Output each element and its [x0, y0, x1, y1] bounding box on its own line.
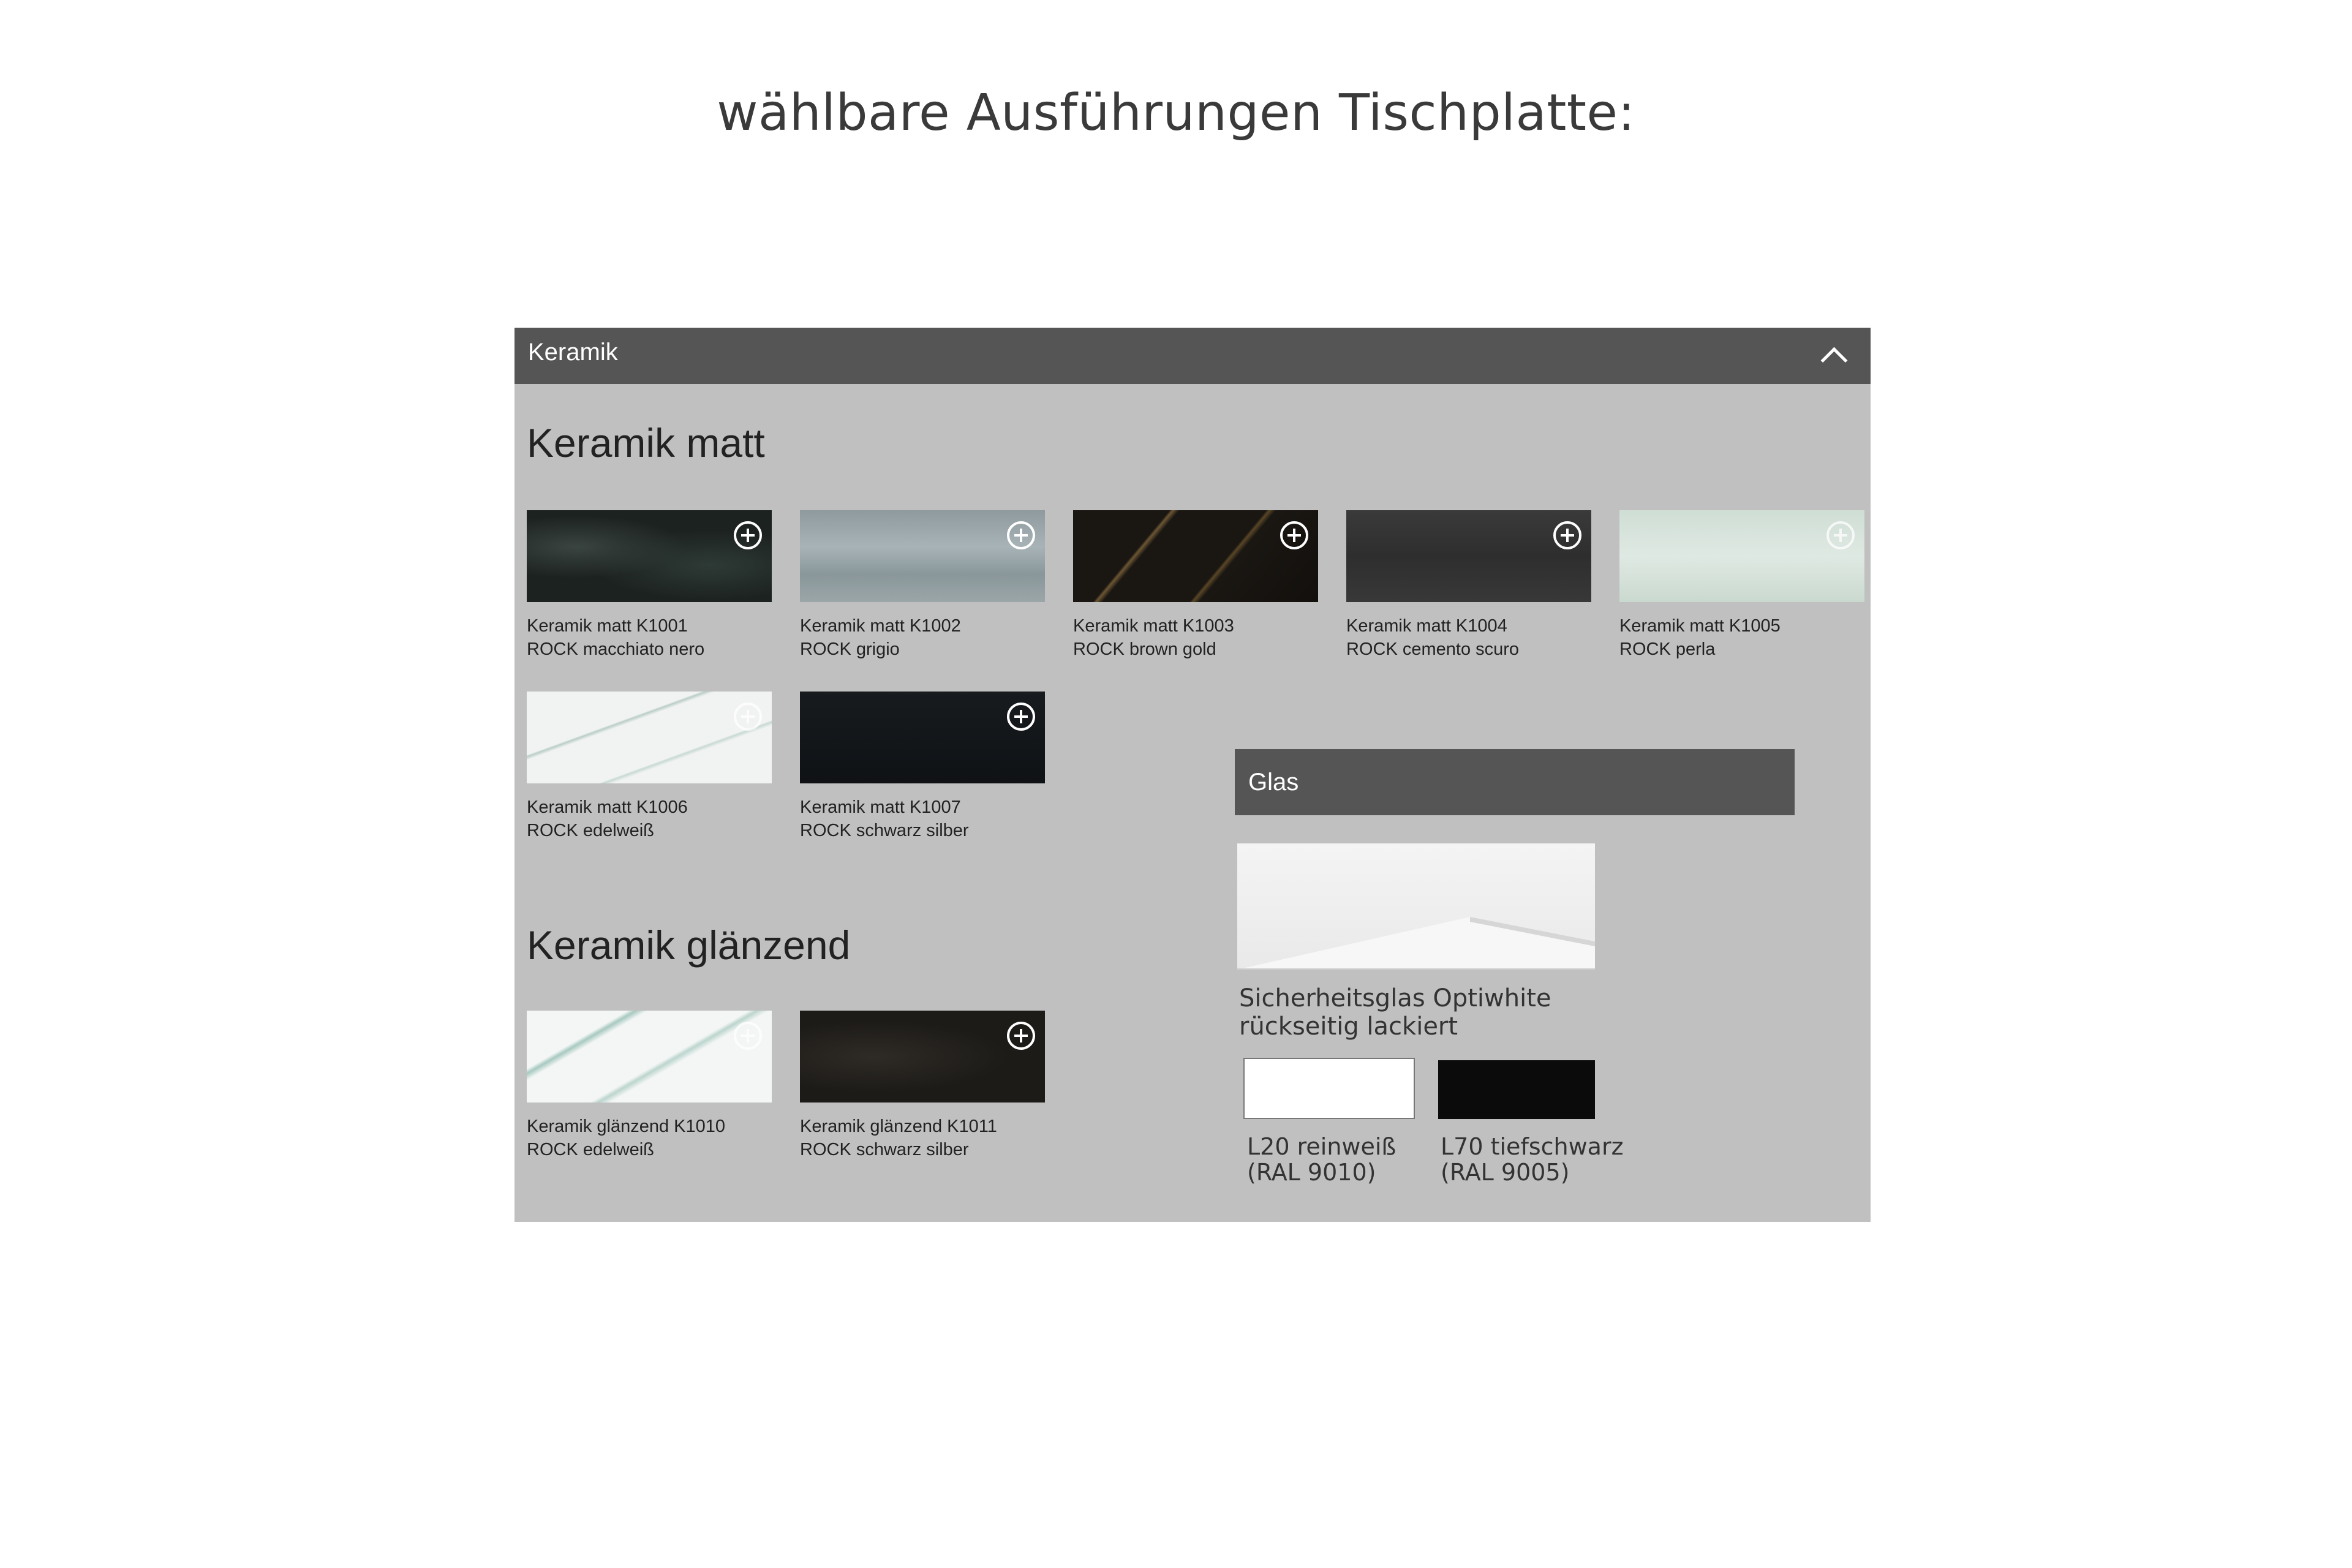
swatch-image[interactable]	[1073, 510, 1318, 602]
tile-label: Keramik glänzend K1010 ROCK edelweiß	[527, 1117, 726, 1159]
page-heading: wählbare Ausführungen Tischplatte:	[717, 83, 1635, 142]
zoom-plus-icon[interactable]	[734, 1022, 762, 1050]
tile-k1002[interactable]	[800, 510, 1045, 661]
swatch-image[interactable]	[527, 692, 772, 783]
swatch-image[interactable]	[527, 510, 772, 602]
tile-k1005[interactable]	[1619, 510, 1864, 661]
chevron-up-icon[interactable]	[1821, 347, 1848, 374]
tile-label: Keramik matt K1007 ROCK schwarz silber	[800, 797, 969, 840]
swatch-image[interactable]	[800, 692, 1045, 783]
tile-k1004[interactable]	[1346, 510, 1591, 661]
glas-header[interactable]	[1235, 749, 1795, 815]
keramik-panel-header[interactable]	[514, 328, 1871, 384]
tile-k1010[interactable]	[527, 1011, 772, 1161]
keramik-panel	[514, 328, 1871, 1222]
glas-title: Glas	[1248, 769, 1299, 796]
glass-edge-shape	[1237, 843, 1595, 970]
tile-k1003[interactable]	[1073, 510, 1318, 661]
color-chip-l20-reinweiss[interactable]	[1243, 1058, 1415, 1119]
keramik-matt-title: Keramik matt	[527, 420, 765, 466]
swatch-image[interactable]	[527, 1011, 772, 1102]
tile-label: Keramik glänzend K1011 ROCK schwarz silber	[800, 1117, 997, 1159]
glass-caption: Sicherheitsglas Optiwhite rückseitig lackiert	[1239, 984, 1551, 1041]
swatch-image[interactable]	[1619, 510, 1864, 602]
zoom-plus-icon[interactable]	[1280, 521, 1308, 549]
zoom-plus-icon[interactable]	[1007, 521, 1035, 549]
swatch-image[interactable]	[800, 510, 1045, 602]
zoom-plus-icon[interactable]	[1007, 1022, 1035, 1050]
color-label-l20: L20 reinweiß (RAL 9010)	[1247, 1133, 1396, 1186]
glass-plate-image	[1237, 843, 1595, 970]
tile-label: Keramik matt K1004 ROCK cemento scuro	[1346, 616, 1520, 659]
tile-label: Keramik matt K1002 ROCK grigio	[800, 616, 961, 659]
swatch-image[interactable]	[800, 1011, 1045, 1102]
zoom-plus-icon[interactable]	[1826, 521, 1855, 549]
tile-label: Keramik matt K1005 ROCK perla	[1619, 616, 1781, 659]
tile-k1001[interactable]	[527, 510, 772, 661]
zoom-plus-icon[interactable]	[734, 703, 762, 731]
zoom-plus-icon[interactable]	[734, 521, 762, 549]
zoom-plus-icon[interactable]	[1007, 703, 1035, 731]
tile-k1011[interactable]	[800, 1011, 1045, 1161]
tile-k1006[interactable]	[527, 692, 772, 842]
keramik-glaenzend-title: Keramik glänzend	[527, 922, 851, 968]
tile-label: Keramik matt K1003 ROCK brown gold	[1073, 616, 1234, 659]
color-label-l70: L70 tiefschwarz (RAL 9005)	[1441, 1133, 1624, 1186]
tile-label: Keramik matt K1006 ROCK edelweiß	[527, 797, 688, 840]
tile-label: Keramik matt K1001 ROCK macchiato nero	[527, 616, 705, 659]
color-chip-l70-tiefschwarz[interactable]	[1438, 1060, 1595, 1119]
swatch-image[interactable]	[1346, 510, 1591, 602]
tile-k1007[interactable]	[800, 692, 1045, 842]
zoom-plus-icon[interactable]	[1553, 521, 1581, 549]
keramik-panel-title: Keramik	[528, 339, 618, 366]
